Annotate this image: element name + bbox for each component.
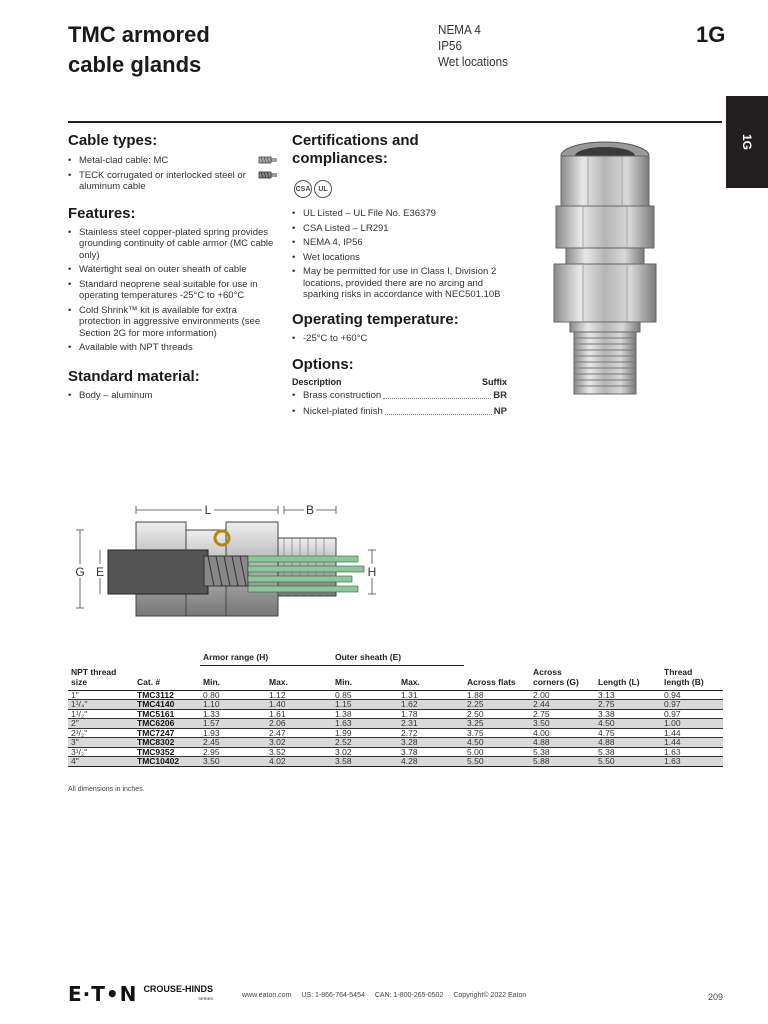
table-cell: 1.15	[332, 700, 398, 710]
table-cell: 1.44	[661, 728, 723, 738]
table-cell: 1.33	[200, 709, 266, 719]
list-item: • Wet locations	[292, 252, 507, 264]
list-item: • NEMA 4, IP56	[292, 237, 507, 249]
list-item: • Available with NPT threads	[68, 342, 278, 354]
title-line-1: TMC armored	[68, 22, 210, 47]
option-suffix: NP	[493, 406, 507, 417]
table-cell: 1.57	[200, 719, 266, 729]
footer-website[interactable]: www.eaton.com	[242, 992, 292, 999]
list-item: • Stainless steel copper-plated spring provides grounding continuity of cable armor (MC cable only)	[68, 227, 278, 262]
table-cell: 3"	[68, 738, 134, 748]
cat-number-cell: TMC8302	[134, 738, 200, 748]
list-item: • Metal-clad cable: MC	[68, 155, 278, 167]
col-header: Max.	[266, 666, 332, 691]
cat-number-cell: TMC7247	[134, 728, 200, 738]
teck-cable-icon	[258, 170, 278, 180]
mc-cable-icon	[258, 155, 278, 165]
table-cell: 1.93	[200, 728, 266, 738]
table-cell: 1.61	[266, 709, 332, 719]
cat-number-cell: TMC4140	[134, 700, 200, 710]
section-tab-label: 1G	[740, 133, 754, 151]
group-armor-range: Armor range (H)	[200, 651, 332, 666]
table-cell: 4.50	[464, 738, 530, 748]
crouse-hinds-wordmark: CROUSE-HINDS SERIES	[143, 984, 213, 1001]
table-cell: 0.97	[661, 700, 723, 710]
list-item: • -25°C to +60°C	[292, 333, 507, 345]
table-cell: 2.06	[266, 719, 332, 729]
option-row: • Nickel-plated finish NP	[292, 406, 507, 417]
cat-number-cell: TMC10402	[134, 757, 200, 767]
table-note: All dimensions in inches.	[68, 786, 145, 793]
table-cell: 2.31	[398, 719, 464, 729]
table-cell: 3.52	[266, 747, 332, 757]
table-cell: 3.25	[464, 719, 530, 729]
table-cell: 3.58	[332, 757, 398, 767]
table-cell: 2.75	[530, 709, 595, 719]
table-cell: 0.80	[200, 690, 266, 700]
cat-number-cell: TMC3112	[134, 690, 200, 700]
table-cell: 5.50	[464, 757, 530, 767]
rating-ip: IP56	[438, 38, 463, 53]
options-heading: Options:	[292, 356, 354, 373]
table-row	[68, 757, 723, 767]
table-cell: 5.50	[595, 757, 661, 767]
table-cell: 1.44	[661, 738, 723, 748]
col-header: Min.	[200, 666, 266, 691]
options-header	[292, 377, 507, 387]
table-cell: 3.02	[266, 738, 332, 748]
table-cell: 4.00	[530, 728, 595, 738]
col-header: Thread length (B)	[661, 666, 723, 691]
certifications-heading: Certifications and compliances:	[292, 132, 419, 167]
header-rule	[68, 121, 722, 123]
table-cell: 0.94	[661, 690, 723, 700]
left-column	[68, 132, 278, 404]
table-cell: 1.40	[266, 700, 332, 710]
gland-dimension-diagram	[68, 494, 408, 634]
eaton-logo[interactable]	[68, 982, 213, 1006]
table-cell: 4.50	[595, 719, 661, 729]
table-cell: 2.95	[200, 747, 266, 757]
cat-number-cell: TMC9352	[134, 747, 200, 757]
rating-nema: NEMA 4	[438, 22, 481, 37]
table-cell: 3¹/₂"	[68, 747, 134, 757]
table-cell: 5.88	[530, 757, 595, 767]
dim-label-h: H	[367, 565, 377, 579]
list-item: • Standard neoprene seal suitable for use in operating temperatures -25°C to +60°C	[68, 279, 278, 302]
list-item: • Cold Shrink™ kit is available for extra protection in aggressive environments (see Section 2G for more information)	[68, 305, 278, 340]
list-item: • TECK corrugated or interlocked steel or aluminum cable	[68, 170, 278, 193]
table-cell: 0.97	[661, 709, 723, 719]
table-cell: 2.45	[200, 738, 266, 748]
table-cell: 5.38	[595, 747, 661, 757]
col-header: Min.	[332, 666, 398, 691]
title-line-2: cable glands	[68, 52, 202, 77]
cert-logos	[294, 180, 507, 198]
option-description: Nickel-plated finish	[303, 406, 383, 417]
operating-temperature-list	[292, 333, 507, 345]
table-cell: 3.50	[530, 719, 595, 729]
list-item: • CSA Listed – LR291	[292, 223, 507, 235]
table-cell: 2.00	[530, 690, 595, 700]
table-cell: 3.28	[398, 738, 464, 748]
table-cell: 2.25	[464, 700, 530, 710]
footer-contact	[242, 992, 526, 999]
features-list	[68, 227, 278, 354]
table-cell: 5.00	[464, 747, 530, 757]
table-cell: 4.28	[398, 757, 464, 767]
option-suffix: BR	[493, 390, 507, 401]
ratings-list	[438, 22, 516, 70]
group-outer-sheath: Outer sheath (E)	[332, 651, 464, 666]
table-cell: 1.10	[200, 700, 266, 710]
list-item: • May be permitted for use in Class I, Division 2 locations, provided there are no arcing and sparking risks in accordance with NEC501.10B	[292, 266, 507, 301]
table-cell: 2.52	[332, 738, 398, 748]
col-header: Cat. #	[134, 666, 200, 691]
product-photo	[548, 134, 666, 404]
ul-logo-icon: UL	[314, 180, 332, 198]
table-cell: 1.78	[398, 709, 464, 719]
table-cell: 2.75	[595, 700, 661, 710]
table-cell: 4.88	[595, 738, 661, 748]
footer-can-phone: CAN: 1-800-265-0502	[374, 992, 444, 999]
table-cell: 4"	[68, 757, 134, 767]
table-row	[68, 738, 723, 748]
certifications-list	[292, 208, 507, 301]
table-cell: 3.78	[398, 747, 464, 757]
table-cell: 1.62	[398, 700, 464, 710]
table-cell: 1.12	[266, 690, 332, 700]
csa-logo-icon: CSA	[294, 180, 312, 198]
middle-column	[292, 132, 507, 422]
table-cell: 4.75	[595, 728, 661, 738]
table-cell: 5.38	[530, 747, 595, 757]
operating-temperature-heading: Operating temperature:	[292, 310, 459, 328]
dim-label-e: E	[95, 565, 105, 579]
table-cell: 3.38	[595, 709, 661, 719]
table-cell: 1¹/₂"	[68, 709, 134, 719]
option-description: Brass construction	[303, 390, 382, 401]
list-item: • Body – aluminum	[68, 390, 278, 402]
page-number: 209	[708, 992, 724, 1002]
table-cell: 3.50	[200, 757, 266, 767]
cat-number-cell: TMC5161	[134, 709, 200, 719]
col-header: Across flats	[464, 666, 530, 691]
options-col-suffix: Suffix	[481, 377, 507, 387]
cable-types-list	[68, 155, 278, 193]
table-cell: 2.47	[266, 728, 332, 738]
table-cell: 3.75	[464, 728, 530, 738]
footer-us-phone: US: 1-866-764-5454	[301, 992, 365, 999]
dim-label-b: B	[305, 503, 315, 517]
section-code: 1G	[696, 22, 726, 47]
table-cell: 1.63	[332, 719, 398, 729]
list-item: • Watertight seal on outer sheath of cable	[68, 264, 278, 276]
rating-wet: Wet locations	[438, 54, 509, 69]
table-cell: 2¹/₂"	[68, 728, 134, 738]
table-cell: 4.02	[266, 757, 332, 767]
table-cell: 2.72	[398, 728, 464, 738]
col-header: NPT thread size	[68, 666, 134, 691]
table-cell: 2.44	[530, 700, 595, 710]
table-body	[68, 690, 723, 766]
table-cell: 1.38	[332, 709, 398, 719]
table-cell: 0.85	[332, 690, 398, 700]
page-title	[68, 20, 210, 80]
table-cell: 3.02	[332, 747, 398, 757]
col-header: Length (L)	[595, 666, 661, 691]
col-header: Across corners (G)	[530, 666, 595, 691]
cat-number-cell: TMC6206	[134, 719, 200, 729]
eaton-wordmark: E∙T•N	[68, 982, 138, 1006]
table-cell: 1.00	[661, 719, 723, 729]
col-header: Max.	[398, 666, 464, 691]
table-cell: 1.99	[332, 728, 398, 738]
section-tab[interactable]	[726, 96, 768, 188]
options-col-description: Description	[292, 377, 342, 387]
cable-types-heading: Cable types:	[68, 132, 158, 149]
standard-material-heading: Standard material:	[68, 367, 200, 385]
table-cell: 1.63	[661, 757, 723, 767]
footer-copyright: Copyright© 2022 Eaton	[453, 992, 527, 999]
table-row	[68, 719, 723, 729]
table-cell: 1.63	[661, 747, 723, 757]
dim-label-l: L	[204, 503, 212, 517]
table-cell: 1"	[68, 690, 134, 700]
table-cell: 1.31	[398, 690, 464, 700]
table-row	[68, 700, 723, 710]
table-cell: 3.13	[595, 690, 661, 700]
table-cell: 2.50	[464, 709, 530, 719]
table-cell: 2"	[68, 719, 134, 729]
table-cell: 1.88	[464, 690, 530, 700]
standard-material-list	[68, 390, 278, 402]
dimensions-table	[68, 651, 723, 767]
dim-label-g: G	[75, 565, 85, 579]
list-item: • UL Listed – UL File No. E36379	[292, 208, 507, 220]
features-heading: Features:	[68, 204, 136, 222]
option-row: • Brass construction BR	[292, 390, 507, 401]
table-cell: 4.88	[530, 738, 595, 748]
table-cell: 1¹/₄"	[68, 700, 134, 710]
